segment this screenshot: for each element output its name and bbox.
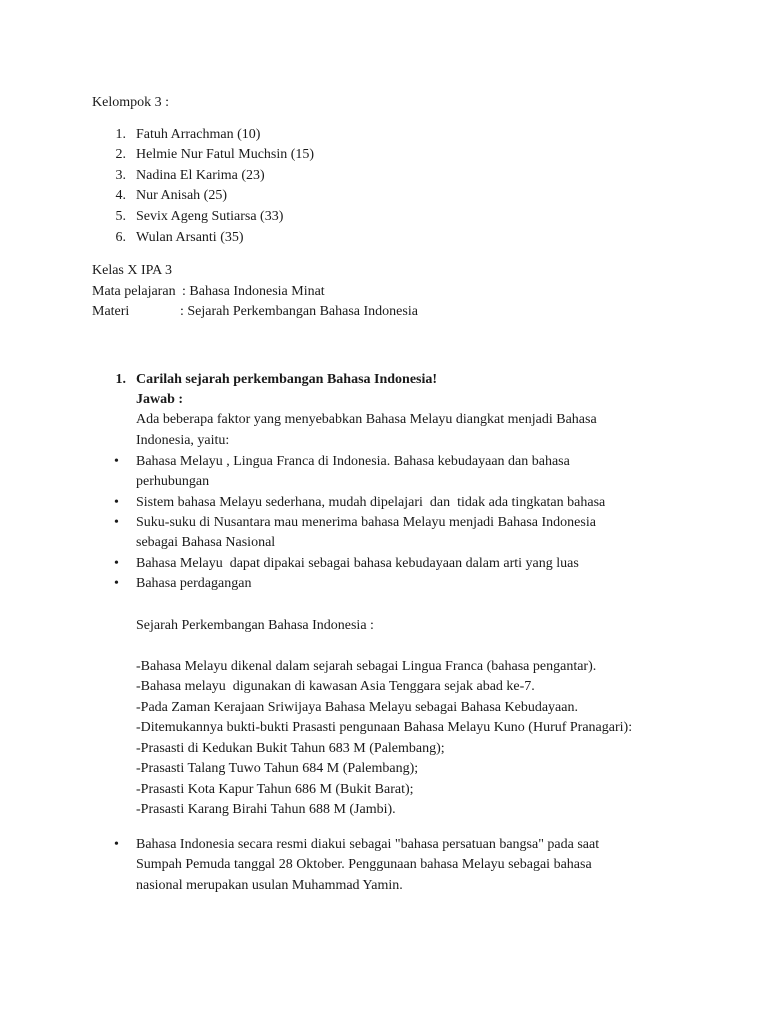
subject-label: Mata pelajaran xyxy=(92,284,176,299)
bullet-text: Suku-suku di Nusantara mau menerima bahasa Melayu menjadi Bahasa Indonesia xyxy=(136,515,596,530)
group-title: Kelompok 3 : xyxy=(92,95,169,110)
final-bullet-text: Sumpah Pemuda tanggal 28 Oktober. Penggunaan bahasa Melayu sebagai bahasa xyxy=(136,857,592,872)
history-line: -Prasasti Karang Birahi Tahun 688 M (Jambi). xyxy=(136,802,396,817)
answer-label: Jawab : xyxy=(136,392,184,407)
bullet-text: sebagai Bahasa Nasional xyxy=(136,535,276,550)
topic-value: : Sejarah Perkembangan Bahasa Indonesia xyxy=(180,304,418,319)
subject-value: : Bahasa Indonesia Minat xyxy=(182,284,325,299)
member-number: 1. xyxy=(115,127,126,142)
bullet-text: perhubungan xyxy=(136,474,210,489)
bullet-icon: • xyxy=(114,556,119,571)
intro-line: Ada beberapa faktor yang menyebabkan Bahasa Melayu diangkat menjadi Bahasa xyxy=(136,412,597,427)
member-number: 4. xyxy=(115,188,126,203)
member-name: Nadina El Karima (23) xyxy=(136,168,265,183)
bullet-icon: • xyxy=(114,515,119,530)
member-number: 5. xyxy=(115,209,126,224)
bullet-text: Bahasa perdagangan xyxy=(136,576,252,591)
history-line: -Pada Zaman Kerajaan Sriwijaya Bahasa Melayu sebagai Bahasa Kebudayaan. xyxy=(136,700,578,715)
member-name: Nur Anisah (25) xyxy=(136,188,227,203)
history-line: -Prasasti Kota Kapur Tahun 686 M (Bukit Barat); xyxy=(136,782,414,797)
member-number: 6. xyxy=(115,230,126,245)
final-bullet-text: nasional merupakan usulan Muhammad Yamin. xyxy=(136,878,403,893)
member-name: Helmie Nur Fatul Muchsin (15) xyxy=(136,147,315,162)
bullet-icon: • xyxy=(114,837,119,852)
history-title: Sejarah Perkembangan Bahasa Indonesia : xyxy=(136,618,374,633)
member-number: 3. xyxy=(115,168,126,183)
bullet-text: Sistem bahasa Melayu sederhana, mudah dipelajari dan tidak ada tingkatan bahasa xyxy=(136,495,606,510)
history-line: -Prasasti Talang Tuwo Tahun 684 M (Palembang); xyxy=(136,761,419,776)
member-name: Wulan Arsanti (35) xyxy=(136,230,244,245)
class-label: Kelas X IPA 3 xyxy=(92,263,172,278)
history-line: -Bahasa Melayu dikenal dalam sejarah sebagai Lingua Franca (bahasa pengantar). xyxy=(136,659,597,674)
history-line: -Bahasa melayu digunakan di kawasan Asia Tenggara sejak abad ke-7. xyxy=(136,679,535,694)
bullet-icon: • xyxy=(114,576,119,591)
bullet-icon: • xyxy=(114,495,119,510)
question-number: 1. xyxy=(115,372,126,387)
member-name: Sevix Ageng Sutiarsa (33) xyxy=(136,209,284,224)
final-bullet-text: Bahasa Indonesia secara resmi diakui sebagai "bahasa persatuan bangsa" pada saat xyxy=(136,837,600,852)
member-number: 2. xyxy=(115,147,126,162)
bullet-text: Bahasa Melayu dapat dipakai sebagai bahasa kebudayaan dalam arti yang luas xyxy=(136,556,579,571)
history-line: -Ditemukannya bukti-bukti Prasasti pengunaan Bahasa Melayu Kuno (Huruf Pranagari): xyxy=(136,720,633,735)
history-line: -Prasasti di Kedukan Bukit Tahun 683 M (Palembang); xyxy=(136,741,445,756)
bullet-icon: • xyxy=(114,454,119,469)
member-name: Fatuh Arrachman (10) xyxy=(136,127,261,142)
bullet-text: Bahasa Melayu , Lingua Franca di Indonesia. Bahasa kebudayaan dan bahasa xyxy=(136,454,570,469)
intro-line: Indonesia, yaitu: xyxy=(136,433,230,448)
topic-label: Materi xyxy=(92,304,130,319)
question-text: Carilah sejarah perkembangan Bahasa Indonesia! xyxy=(136,372,438,387)
